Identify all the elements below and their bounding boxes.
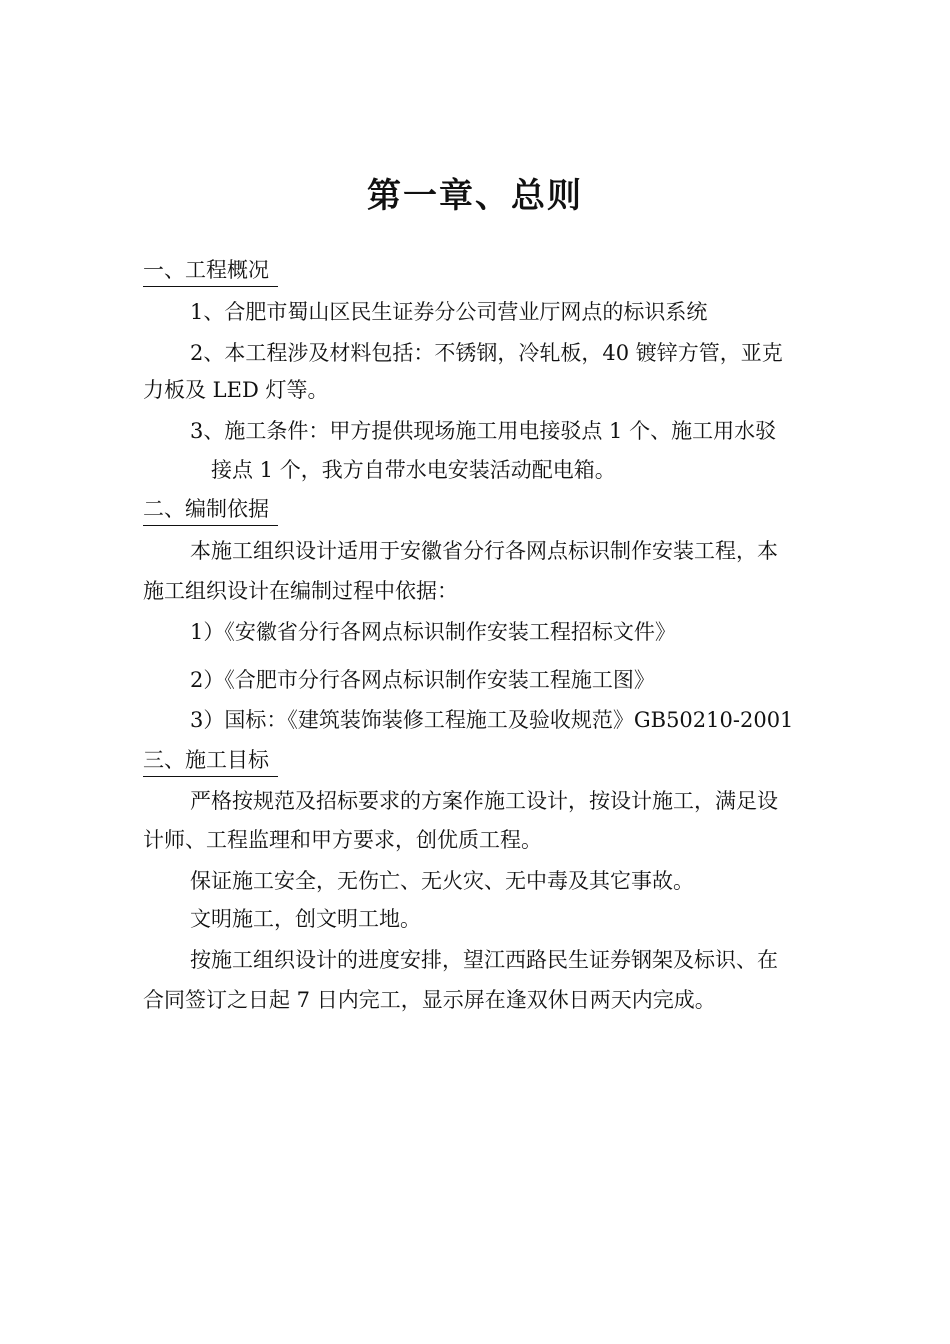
paragraph-line: 施工组织设计在编制过程中依据：: [143, 579, 458, 603]
heading-underline: [143, 776, 278, 777]
heading-underline: [143, 525, 278, 526]
paragraph-line: 2）《合肥市分行各网点标识制作安装工程施工图》: [190, 668, 655, 692]
paragraph-line: 按施工组织设计的进度安排，望江西路民生证券钢架及标识、在: [190, 948, 778, 972]
paragraph-line: 2、本工程涉及材料包括：不锈钢，冷轧板，40 镀锌方管，亚克: [190, 341, 783, 365]
paragraph-line: 合同签订之日起 7 日内完工，显示屏在逢双休日两天内完成。: [143, 988, 716, 1012]
section-heading-label: 三、施工目标: [143, 748, 269, 772]
paragraph-line: 接点 1 个，我方自带水电安装活动配电箱。: [211, 458, 616, 482]
section-heading-goals: [143, 745, 269, 775]
paragraph-line: 1）《安徽省分行各网点标识制作安装工程招标文件》: [190, 620, 676, 644]
paragraph-line: 1、合肥市蜀山区民生证券分公司营业厅网点的标识系统: [190, 300, 708, 324]
section-heading-basis: [143, 494, 269, 524]
paragraph-line: 严格按规范及招标要求的方案作施工设计，按设计施工，满足设: [190, 789, 778, 813]
paragraph-line: 保证施工安全，无伤亡、无火灾、无中毒及其它事故。: [190, 869, 694, 893]
section-heading-label: 一、工程概况: [143, 258, 269, 282]
paragraph-line: 本施工组织设计适用于安徽省分行各网点标识制作安装工程，本: [190, 539, 778, 563]
section-heading-overview: [143, 255, 269, 285]
section-heading-label: 二、编制依据: [143, 497, 269, 521]
heading-underline: [143, 286, 278, 287]
chapter-title: 第一章、总则: [367, 176, 583, 216]
paragraph-line: 3、施工条件：甲方提供现场施工用电接驳点 1 个、施工用水驳: [190, 419, 777, 443]
paragraph-line: 力板及 LED 灯等。: [143, 378, 329, 402]
paragraph-line: 3）国标：《建筑装饰装修工程施工及验收规范》GB50210-2001: [190, 708, 794, 732]
paragraph-line: 文明施工，创文明工地。: [190, 907, 421, 931]
paragraph-line: 计师、工程监理和甲方要求，创优质工程。: [143, 828, 542, 852]
